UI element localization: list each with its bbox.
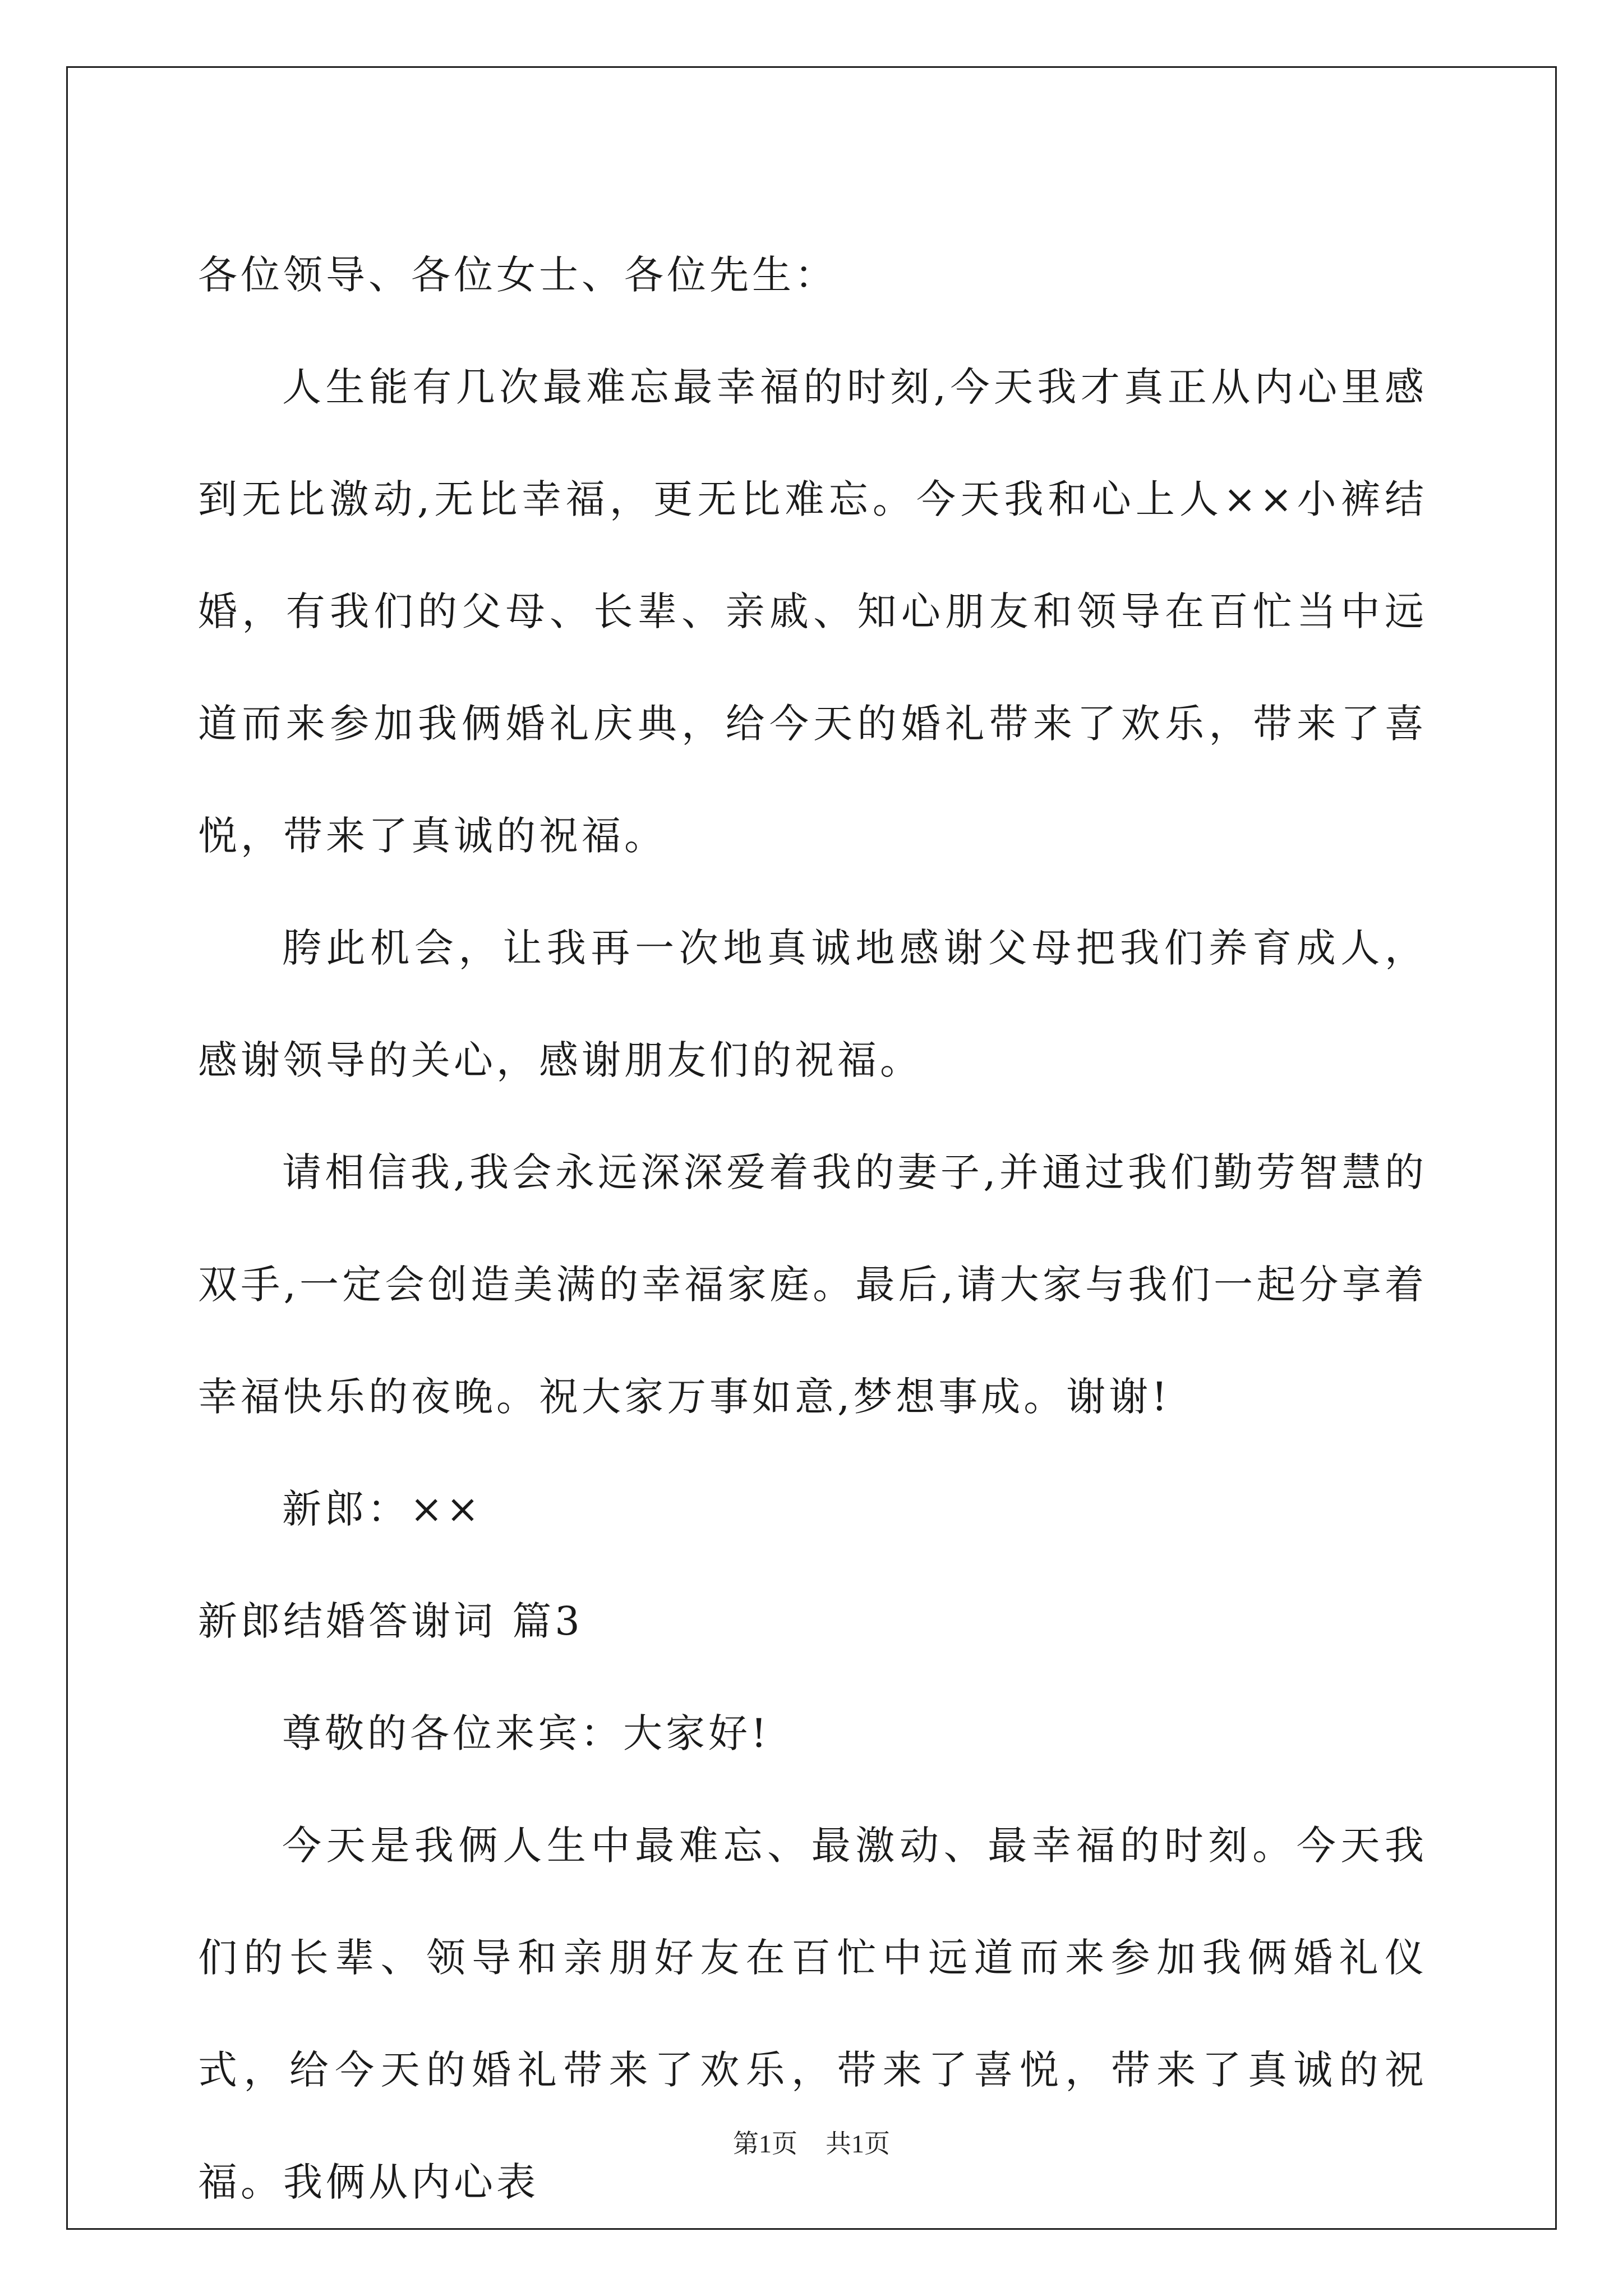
paragraph: 胯此机会，让我再一次地真诚地感谢父母把我们养育成人，感谢领导的关心，感谢朋友们的祝福。 [198, 925, 1427, 1083]
total-pages: 共1页 [826, 2129, 890, 2158]
paragraph: 人生能有几次最难忘最幸福的时刻,今天我才真正从内心里感到无比激动,无比幸福，更无比难忘。今天我和心上人××小裤结婚，有我们的父母、长辈、亲戚、知心朋友和领导在百忙当中远道而来参加我俩婚礼庆典，给今天的婚礼带来了欢乐，带来了喜悦，带来了真诚的祝福。 [198, 364, 1427, 859]
salutation: 各位领导、各位女士、各位先生： [198, 252, 837, 298]
page-number: 第1页 [733, 2129, 797, 2158]
paragraph: 请相信我,我会永远深深爱着我的妻子,并通过我们勤劳智慧的双手,一定会创造美满的幸福家庭。最后,请大家与我们一起分享着幸福快乐的夜晚。祝大家万事如意,梦想事成。谢谢! [198, 1149, 1427, 1420]
signature-line: 新郎：×× [282, 1486, 483, 1532]
paragraph: 今天是我俩人生中最难忘、最激动、最幸福的时刻。今天我们的长辈、领导和亲朋好友在百忙中远道而来参加我俩婚礼仪式，给今天的婚礼带来了欢乐，带来了喜悦，带来了真诚的祝福。我俩从内心表 [198, 1823, 1427, 2205]
greeting: 尊敬的各位来宾：大家好! [282, 1710, 771, 1756]
document-body [198, 219, 1427, 2238]
page-footer [0, 2123, 1623, 2160]
section-heading: 新郎结婚答谢词 篇3 [198, 1598, 583, 1644]
